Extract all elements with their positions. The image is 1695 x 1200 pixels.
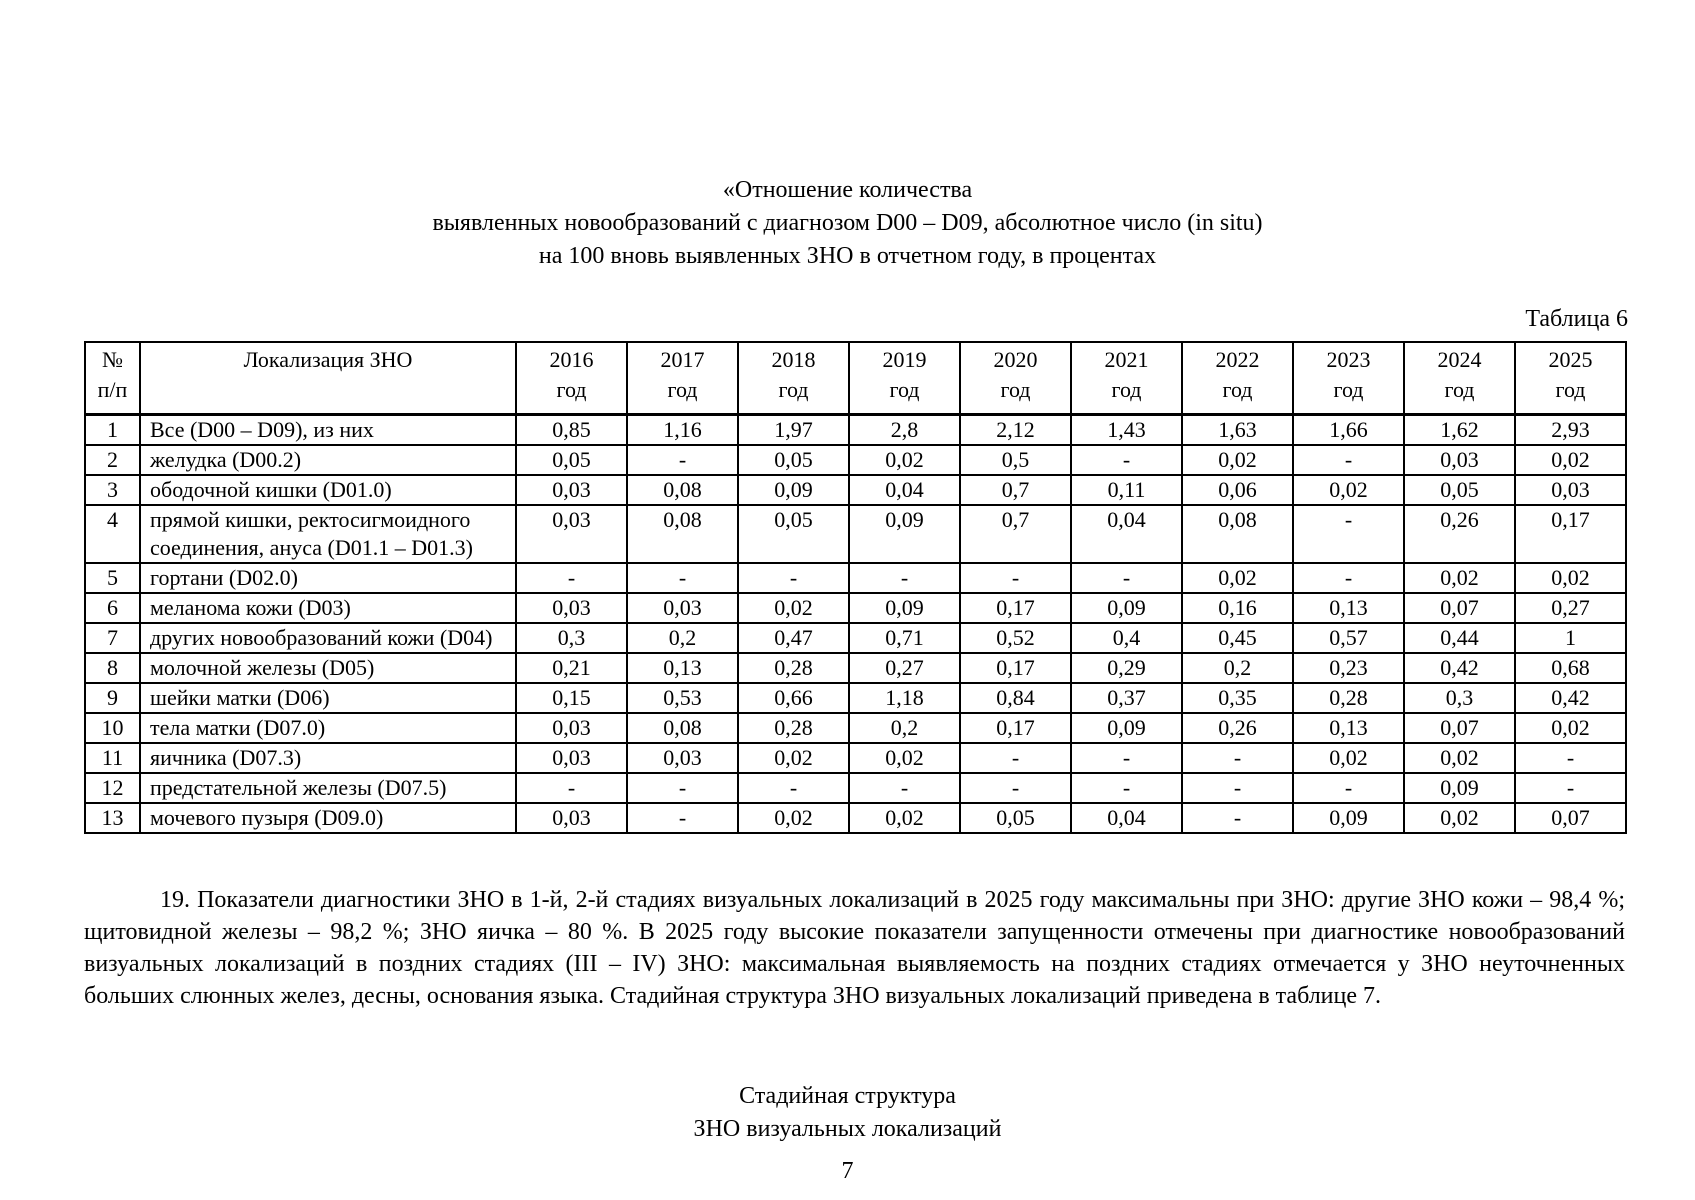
- header-year-value: 2019: [882, 347, 927, 372]
- row-value: 0,05: [1404, 475, 1515, 505]
- row-value: 0,7: [960, 475, 1071, 505]
- row-value: -: [1293, 505, 1404, 563]
- row-number: 12: [85, 773, 140, 803]
- row-value: -: [1515, 773, 1626, 803]
- header-year-suffix: год: [1000, 377, 1031, 402]
- row-value: -: [1293, 563, 1404, 593]
- row-value: 0,13: [1293, 593, 1404, 623]
- page-number: 7: [841, 1158, 854, 1184]
- header-year-value: 2025: [1548, 347, 1593, 372]
- table-header-row: [85, 342, 1626, 414]
- row-value: -: [1071, 743, 1182, 773]
- row-value: 0,53: [627, 683, 738, 713]
- header-year-value: 2021: [1104, 347, 1149, 372]
- row-value: 0,08: [627, 505, 738, 563]
- row-value: 0,09: [1293, 803, 1404, 833]
- row-number: 6: [85, 593, 140, 623]
- row-value: 0,42: [1404, 653, 1515, 683]
- row-value: -: [738, 773, 849, 803]
- row-value: -: [1182, 743, 1293, 773]
- data-table: [84, 341, 1627, 834]
- row-value: 0,3: [516, 623, 627, 653]
- row-value: 0,17: [960, 653, 1071, 683]
- row-value: 0,04: [1071, 505, 1182, 563]
- row-localization: мочевого пузыря (D09.0): [140, 803, 516, 833]
- row-value: -: [960, 743, 1071, 773]
- header-year: [1182, 342, 1293, 414]
- row-value: 0,02: [738, 803, 849, 833]
- header-year-value: 2022: [1215, 347, 1260, 372]
- row-value: 0,2: [627, 623, 738, 653]
- row-value: 2,8: [849, 414, 960, 445]
- row-number: 3: [85, 475, 140, 505]
- row-value: -: [1182, 803, 1293, 833]
- header-year-suffix: год: [556, 377, 587, 402]
- row-value: 1,18: [849, 683, 960, 713]
- row-number: 10: [85, 713, 140, 743]
- header-year: [627, 342, 738, 414]
- table-row: [85, 445, 1626, 475]
- header-year-suffix: год: [1333, 377, 1364, 402]
- row-value: 0,13: [627, 653, 738, 683]
- row-localization: яичника (D07.3): [140, 743, 516, 773]
- row-value: -: [1182, 773, 1293, 803]
- row-value: 0,05: [516, 445, 627, 475]
- row-value: 0,08: [1182, 505, 1293, 563]
- header-year-suffix: год: [1111, 377, 1142, 402]
- row-number: 11: [85, 743, 140, 773]
- row-value: 0,02: [1515, 445, 1626, 475]
- row-value: 0,29: [1071, 653, 1182, 683]
- row-value: 0,28: [738, 713, 849, 743]
- row-value: 0,03: [516, 743, 627, 773]
- row-number: 7: [85, 623, 140, 653]
- row-number: 9: [85, 683, 140, 713]
- header-year-value: 2024: [1437, 347, 1482, 372]
- row-value: 0,02: [1404, 563, 1515, 593]
- row-value: -: [849, 773, 960, 803]
- row-value: 0,2: [1182, 653, 1293, 683]
- row-number: 13: [85, 803, 140, 833]
- header-year-value: 2017: [660, 347, 705, 372]
- row-value: 0,08: [627, 713, 738, 743]
- row-value: 1: [1515, 623, 1626, 653]
- row-value: 0,42: [1515, 683, 1626, 713]
- section-title: [0, 1080, 1695, 1146]
- row-value: 0,68: [1515, 653, 1626, 683]
- header-year: [1515, 342, 1626, 414]
- row-value: 0,02: [1404, 803, 1515, 833]
- row-value: 0,04: [849, 475, 960, 505]
- row-value: -: [1293, 773, 1404, 803]
- row-value: 0,15: [516, 683, 627, 713]
- row-value: 0,03: [516, 505, 627, 563]
- header-year-value: 2020: [993, 347, 1038, 372]
- row-value: -: [627, 445, 738, 475]
- row-value: 0,03: [516, 713, 627, 743]
- row-localization: тела матки (D07.0): [140, 713, 516, 743]
- row-value: 1,97: [738, 414, 849, 445]
- table-row: [85, 563, 1626, 593]
- row-value: -: [627, 773, 738, 803]
- row-value: 0,08: [627, 475, 738, 505]
- row-localization: предстательной железы (D07.5): [140, 773, 516, 803]
- row-number: 1: [85, 414, 140, 445]
- row-value: -: [1293, 445, 1404, 475]
- row-value: 0,05: [738, 505, 849, 563]
- row-value: 0,28: [1293, 683, 1404, 713]
- row-localization: гортани (D02.0): [140, 563, 516, 593]
- row-value: 0,7: [960, 505, 1071, 563]
- header-year: [849, 342, 960, 414]
- row-value: -: [960, 773, 1071, 803]
- table-row: [85, 773, 1626, 803]
- row-value: 0,71: [849, 623, 960, 653]
- row-value: 0,02: [1293, 475, 1404, 505]
- row-value: -: [516, 563, 627, 593]
- row-value: -: [849, 563, 960, 593]
- row-localization: ободочной кишки (D01.0): [140, 475, 516, 505]
- row-value: 0,17: [960, 713, 1071, 743]
- row-value: 0,03: [1404, 445, 1515, 475]
- header-number-abbrev: п/п: [97, 377, 128, 402]
- header-localization: Локализация ЗНО: [140, 342, 516, 414]
- body-paragraph: 19. Показатели диагностики ЗНО в 1-й, 2-й стадиях визуальных локализаций в 2025 году максимальны при ЗНО: другие ЗНО кожи – 98,4 %; щитовидной железы – 98,2 %; ЗНО яичка – 80 %. В 2025 году высокие показатели запущенности отмечены при диагностике новообразований визуальных локализаций в поздних стадиях (III – IV) ЗНО: максимальная выявляемость на поздних стадиях отмечается у ЗНО неуточненных больших слюнных желез, десны, основания языка. Стадийная структура ЗНО визуальных локализаций приведена в таблице 7.: [84, 887, 1625, 1009]
- row-localization: шейки матки (D06): [140, 683, 516, 713]
- row-value: 0,06: [1182, 475, 1293, 505]
- row-value: 0,11: [1071, 475, 1182, 505]
- row-value: 0,09: [849, 505, 960, 563]
- row-value: 0,85: [516, 414, 627, 445]
- row-number: 5: [85, 563, 140, 593]
- row-value: 0,02: [1515, 713, 1626, 743]
- header-number: [85, 342, 140, 414]
- row-value: -: [1515, 743, 1626, 773]
- row-value: 0,17: [1515, 505, 1626, 563]
- header-year-suffix: год: [667, 377, 698, 402]
- row-value: 0,57: [1293, 623, 1404, 653]
- row-value: 0,09: [738, 475, 849, 505]
- header-year: [1071, 342, 1182, 414]
- row-value: 0,4: [1071, 623, 1182, 653]
- header-year: [1404, 342, 1515, 414]
- row-value: 1,16: [627, 414, 738, 445]
- row-value: 0,13: [1293, 713, 1404, 743]
- section-title-line-2: ЗНО визуальных локализаций: [693, 1116, 1002, 1142]
- row-value: 0,03: [516, 593, 627, 623]
- row-localization: других новообразований кожи (D04): [140, 623, 516, 653]
- row-value: 0,02: [1182, 563, 1293, 593]
- header-year-suffix: год: [889, 377, 920, 402]
- row-value: 2,93: [1515, 414, 1626, 445]
- header-year-value: 2016: [549, 347, 594, 372]
- row-value: 0,27: [849, 653, 960, 683]
- header-year: [1293, 342, 1404, 414]
- table-caption: Таблица 6: [1525, 306, 1628, 332]
- table-row: [85, 505, 1626, 563]
- row-value: 0,03: [627, 743, 738, 773]
- row-value: -: [1071, 773, 1182, 803]
- row-value: -: [1071, 563, 1182, 593]
- row-value: 0,05: [960, 803, 1071, 833]
- row-value: 0,02: [849, 743, 960, 773]
- table-row: [85, 683, 1626, 713]
- row-value: 0,37: [1071, 683, 1182, 713]
- row-value: 0,44: [1404, 623, 1515, 653]
- table-row: [85, 713, 1626, 743]
- row-value: 0,45: [1182, 623, 1293, 653]
- row-value: -: [516, 773, 627, 803]
- header-year: [960, 342, 1071, 414]
- row-value: 0,03: [1515, 475, 1626, 505]
- row-value: 0,26: [1182, 713, 1293, 743]
- row-value: 0,09: [849, 593, 960, 623]
- row-value: 0,21: [516, 653, 627, 683]
- row-value: 0,07: [1515, 803, 1626, 833]
- row-localization: прямой кишки, ректосигмоидного соединения, ануса (D01.1 – D01.3): [140, 505, 516, 563]
- row-value: 0,03: [516, 475, 627, 505]
- header-year: [516, 342, 627, 414]
- table-row: [85, 623, 1626, 653]
- row-value: 0,84: [960, 683, 1071, 713]
- table-title-line-3: на 100 вновь выявленных ЗНО в отчетном году, в процентах: [538, 243, 1157, 269]
- section-title-line-1: Стадийная структура: [739, 1083, 956, 1109]
- row-value: 0,02: [738, 743, 849, 773]
- row-value: 0,28: [738, 653, 849, 683]
- table-title-line-1: «Отношение количества: [722, 177, 973, 203]
- table-title: [0, 174, 1695, 273]
- row-value: -: [960, 563, 1071, 593]
- table-row: [85, 803, 1626, 833]
- table-row: [85, 743, 1626, 773]
- row-value: 1,62: [1404, 414, 1515, 445]
- row-value: 0,02: [1293, 743, 1404, 773]
- row-localization: желудка (D00.2): [140, 445, 516, 475]
- row-value: 0,02: [849, 445, 960, 475]
- row-number: 4: [85, 505, 140, 563]
- row-value: 0,2: [849, 713, 960, 743]
- row-value: 0,09: [1071, 713, 1182, 743]
- row-value: -: [1071, 445, 1182, 475]
- row-value: 0,52: [960, 623, 1071, 653]
- row-value: 0,09: [1071, 593, 1182, 623]
- row-value: 1,43: [1071, 414, 1182, 445]
- row-value: 0,03: [516, 803, 627, 833]
- row-value: 0,02: [849, 803, 960, 833]
- row-value: 0,05: [738, 445, 849, 475]
- row-value: 0,09: [1404, 773, 1515, 803]
- header-year-suffix: год: [1222, 377, 1253, 402]
- row-value: -: [627, 563, 738, 593]
- row-value: 1,66: [1293, 414, 1404, 445]
- header-year-suffix: год: [1444, 377, 1475, 402]
- table-row: [85, 414, 1626, 445]
- row-localization: Все (D00 – D09), из них: [140, 414, 516, 445]
- row-value: 0,17: [960, 593, 1071, 623]
- header-year-suffix: год: [778, 377, 809, 402]
- row-value: 0,04: [1071, 803, 1182, 833]
- table-body: [85, 414, 1626, 833]
- row-value: 2,12: [960, 414, 1071, 445]
- row-value: 0,07: [1404, 593, 1515, 623]
- row-value: 0,47: [738, 623, 849, 653]
- row-value: 0,07: [1404, 713, 1515, 743]
- table-row: [85, 593, 1626, 623]
- row-value: -: [738, 563, 849, 593]
- row-value: 0,02: [1404, 743, 1515, 773]
- header-year-value: 2023: [1326, 347, 1371, 372]
- row-localization: молочной железы (D05): [140, 653, 516, 683]
- row-value: 0,3: [1404, 683, 1515, 713]
- row-value: 0,02: [738, 593, 849, 623]
- row-value: -: [627, 803, 738, 833]
- row-value: 0,66: [738, 683, 849, 713]
- row-number: 8: [85, 653, 140, 683]
- table-title-line-2: выявленных новообразований с диагнозом D00 – D09, абсолютное число (in situ): [432, 210, 1263, 236]
- row-localization: меланома кожи (D03): [140, 593, 516, 623]
- row-value: 0,23: [1293, 653, 1404, 683]
- row-value: 0,35: [1182, 683, 1293, 713]
- row-value: 0,5: [960, 445, 1071, 475]
- row-value: 0,16: [1182, 593, 1293, 623]
- table-row: [85, 475, 1626, 505]
- row-value: 0,02: [1515, 563, 1626, 593]
- row-value: 0,03: [627, 593, 738, 623]
- row-value: 0,02: [1182, 445, 1293, 475]
- row-number: 2: [85, 445, 140, 475]
- row-value: 0,27: [1515, 593, 1626, 623]
- header-year: [738, 342, 849, 414]
- table-row: [85, 653, 1626, 683]
- header-year-suffix: год: [1555, 377, 1586, 402]
- header-year-value: 2018: [771, 347, 816, 372]
- header-number-symbol: №: [102, 347, 123, 372]
- row-value: 0,26: [1404, 505, 1515, 563]
- row-value: 1,63: [1182, 414, 1293, 445]
